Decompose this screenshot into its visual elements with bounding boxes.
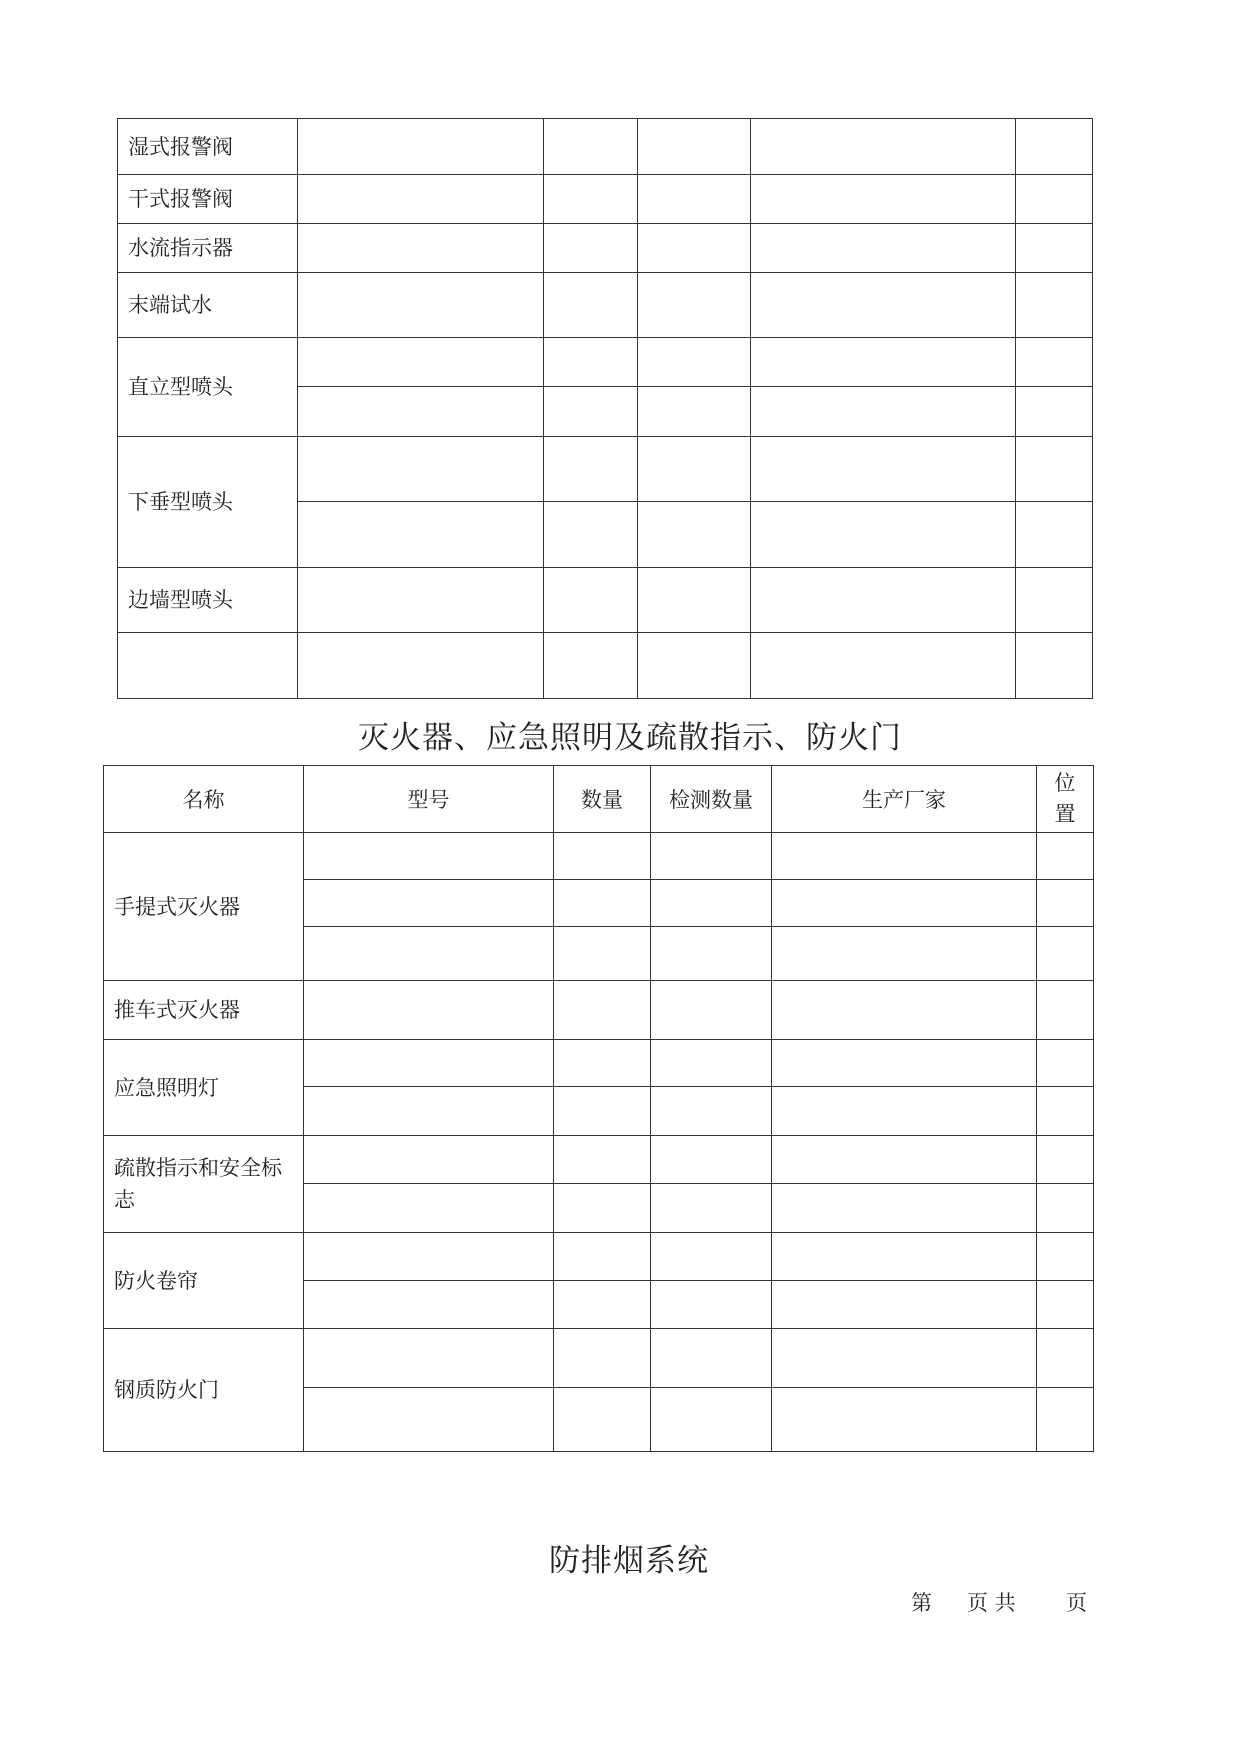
tested-qty-cell [638,437,751,502]
tested-qty-cell [651,1281,772,1329]
tested-qty-cell [638,633,751,699]
manufacturer-cell [751,338,1016,387]
manufacturer-cell [772,1184,1037,1233]
manufacturer-cell [772,1281,1037,1329]
model-cell [298,224,544,273]
location-cell [1016,273,1093,338]
manufacturer-cell [772,981,1037,1040]
manufacturer-cell [751,568,1016,633]
tested-qty-cell [651,1233,772,1281]
model-cell [298,175,544,224]
model-cell [304,1329,554,1388]
row-label: 防火卷帘 [104,1233,304,1329]
model-cell [298,633,544,699]
page-number-prefix: 第 [911,1591,932,1615]
qty-cell [554,880,651,927]
manufacturer-cell [772,833,1037,880]
model-cell [304,1281,554,1329]
location-cell [1037,1329,1094,1388]
qty-cell [544,273,638,338]
page-number-mid: 页 共 [967,1591,1016,1615]
manufacturer-cell [751,633,1016,699]
model-cell [298,437,544,502]
location-cell [1037,1087,1094,1136]
location-cell [1037,833,1094,880]
tested-qty-cell [638,273,751,338]
tested-qty-cell [638,502,751,568]
tested-qty-cell [638,568,751,633]
table-row [118,119,1093,175]
page-number-suffix: 页 [1066,1591,1087,1615]
row-label: 干式报警阀 [118,175,298,224]
qty-cell [554,1136,651,1184]
table-row [118,338,1093,387]
manufacturer-cell [751,437,1016,502]
qty-cell [554,1040,651,1087]
tested-qty-cell [651,1329,772,1388]
qty-cell [554,833,651,880]
qty-cell [544,568,638,633]
table-row [104,1040,1094,1087]
manufacturer-cell [772,1040,1037,1087]
qty-cell [554,927,651,981]
model-cell [304,1388,554,1452]
tested-qty-cell [651,1087,772,1136]
table-row [118,437,1093,502]
qty-cell [544,175,638,224]
table-row [104,1136,1094,1184]
location-cell [1016,224,1093,273]
row-label: 下垂型喷头 [118,437,298,568]
location-cell [1037,1040,1094,1087]
model-cell [304,1040,554,1087]
row-label: 湿式报警阀 [118,119,298,175]
tested-qty-cell [651,1136,772,1184]
location-cell [1037,927,1094,981]
qty-cell [554,1233,651,1281]
table-row [118,633,1093,699]
tested-qty-cell [638,224,751,273]
tested-qty-cell [638,338,751,387]
model-cell [298,568,544,633]
model-cell [304,1087,554,1136]
model-cell [304,833,554,880]
location-cell [1016,568,1093,633]
section-title-smoke-control: 防排烟系统 [549,1543,709,1579]
model-cell [298,387,544,437]
manufacturer-cell [751,119,1016,175]
model-cell [304,1233,554,1281]
manufacturer-cell [772,1388,1037,1452]
location-cell [1016,502,1093,568]
tested-qty-cell [651,880,772,927]
manufacturer-cell [751,502,1016,568]
model-cell [304,927,554,981]
section-title-extinguishers: 灭火器、应急照明及疏散指示、防火门 [358,720,902,756]
location-cell [1037,981,1094,1040]
table-header-row [104,766,1094,833]
header-location: 位置 [1037,766,1094,833]
model-cell [304,1136,554,1184]
qty-cell [554,1281,651,1329]
table-row [104,1329,1094,1388]
manufacturer-cell [751,387,1016,437]
model-cell [304,880,554,927]
manufacturer-cell [751,273,1016,338]
model-cell [304,981,554,1040]
manufacturer-cell [751,224,1016,273]
location-cell [1037,880,1094,927]
qty-cell [544,387,638,437]
table-row [118,175,1093,224]
tested-qty-cell [651,927,772,981]
header-tested-qty: 检测数量 [651,766,772,833]
location-cell [1016,633,1093,699]
tested-qty-cell [651,981,772,1040]
model-cell [298,273,544,338]
table-row [118,568,1093,633]
row-label: 应急照明灯 [104,1040,304,1136]
header-manufacturer: 生产厂家 [772,766,1037,833]
qty-cell [554,1388,651,1452]
row-label: 疏散指示和安全标志 [104,1136,304,1233]
row-label: 手提式灭火器 [104,833,304,981]
location-cell [1037,1136,1094,1184]
row-label: 水流指示器 [118,224,298,273]
location-cell [1016,338,1093,387]
qty-cell [544,119,638,175]
model-cell [304,1184,554,1233]
row-label: 钢质防火门 [104,1329,304,1452]
qty-cell [554,1087,651,1136]
table-row [118,273,1093,338]
manufacturer-cell [751,175,1016,224]
row-label: 末端试水 [118,273,298,338]
manufacturer-cell [772,1087,1037,1136]
tested-qty-cell [638,387,751,437]
qty-cell [554,1329,651,1388]
row-label: 推车式灭火器 [104,981,304,1040]
location-cell [1016,437,1093,502]
tested-qty-cell [651,1040,772,1087]
header-name: 名称 [104,766,304,833]
header-qty: 数量 [554,766,651,833]
model-cell [298,119,544,175]
tested-qty-cell [651,833,772,880]
location-cell [1016,119,1093,175]
manufacturer-cell [772,1136,1037,1184]
qty-cell [554,1184,651,1233]
location-cell [1037,1233,1094,1281]
qty-cell [544,437,638,502]
qty-cell [544,224,638,273]
manufacturer-cell [772,1329,1037,1388]
qty-cell [544,502,638,568]
table-row [118,224,1093,273]
extinguisher-lighting-door-table [103,765,1094,1452]
table-row [104,1233,1094,1281]
row-label [118,633,298,699]
location-cell [1016,387,1093,437]
table-row [104,981,1094,1040]
location-cell [1037,1184,1094,1233]
model-cell [298,502,544,568]
tested-qty-cell [651,1184,772,1233]
sprinkler-component-table [117,118,1093,699]
manufacturer-cell [772,927,1037,981]
qty-cell [554,981,651,1040]
row-label: 边墙型喷头 [118,568,298,633]
qty-cell [544,633,638,699]
model-cell [298,338,544,387]
table-row [104,833,1094,880]
tested-qty-cell [638,175,751,224]
location-cell [1016,175,1093,224]
location-cell [1037,1388,1094,1452]
location-cell [1037,1281,1094,1329]
tested-qty-cell [638,119,751,175]
tested-qty-cell [651,1388,772,1452]
manufacturer-cell [772,880,1037,927]
row-label: 直立型喷头 [118,338,298,437]
manufacturer-cell [772,1233,1037,1281]
header-model: 型号 [304,766,554,833]
qty-cell [544,338,638,387]
